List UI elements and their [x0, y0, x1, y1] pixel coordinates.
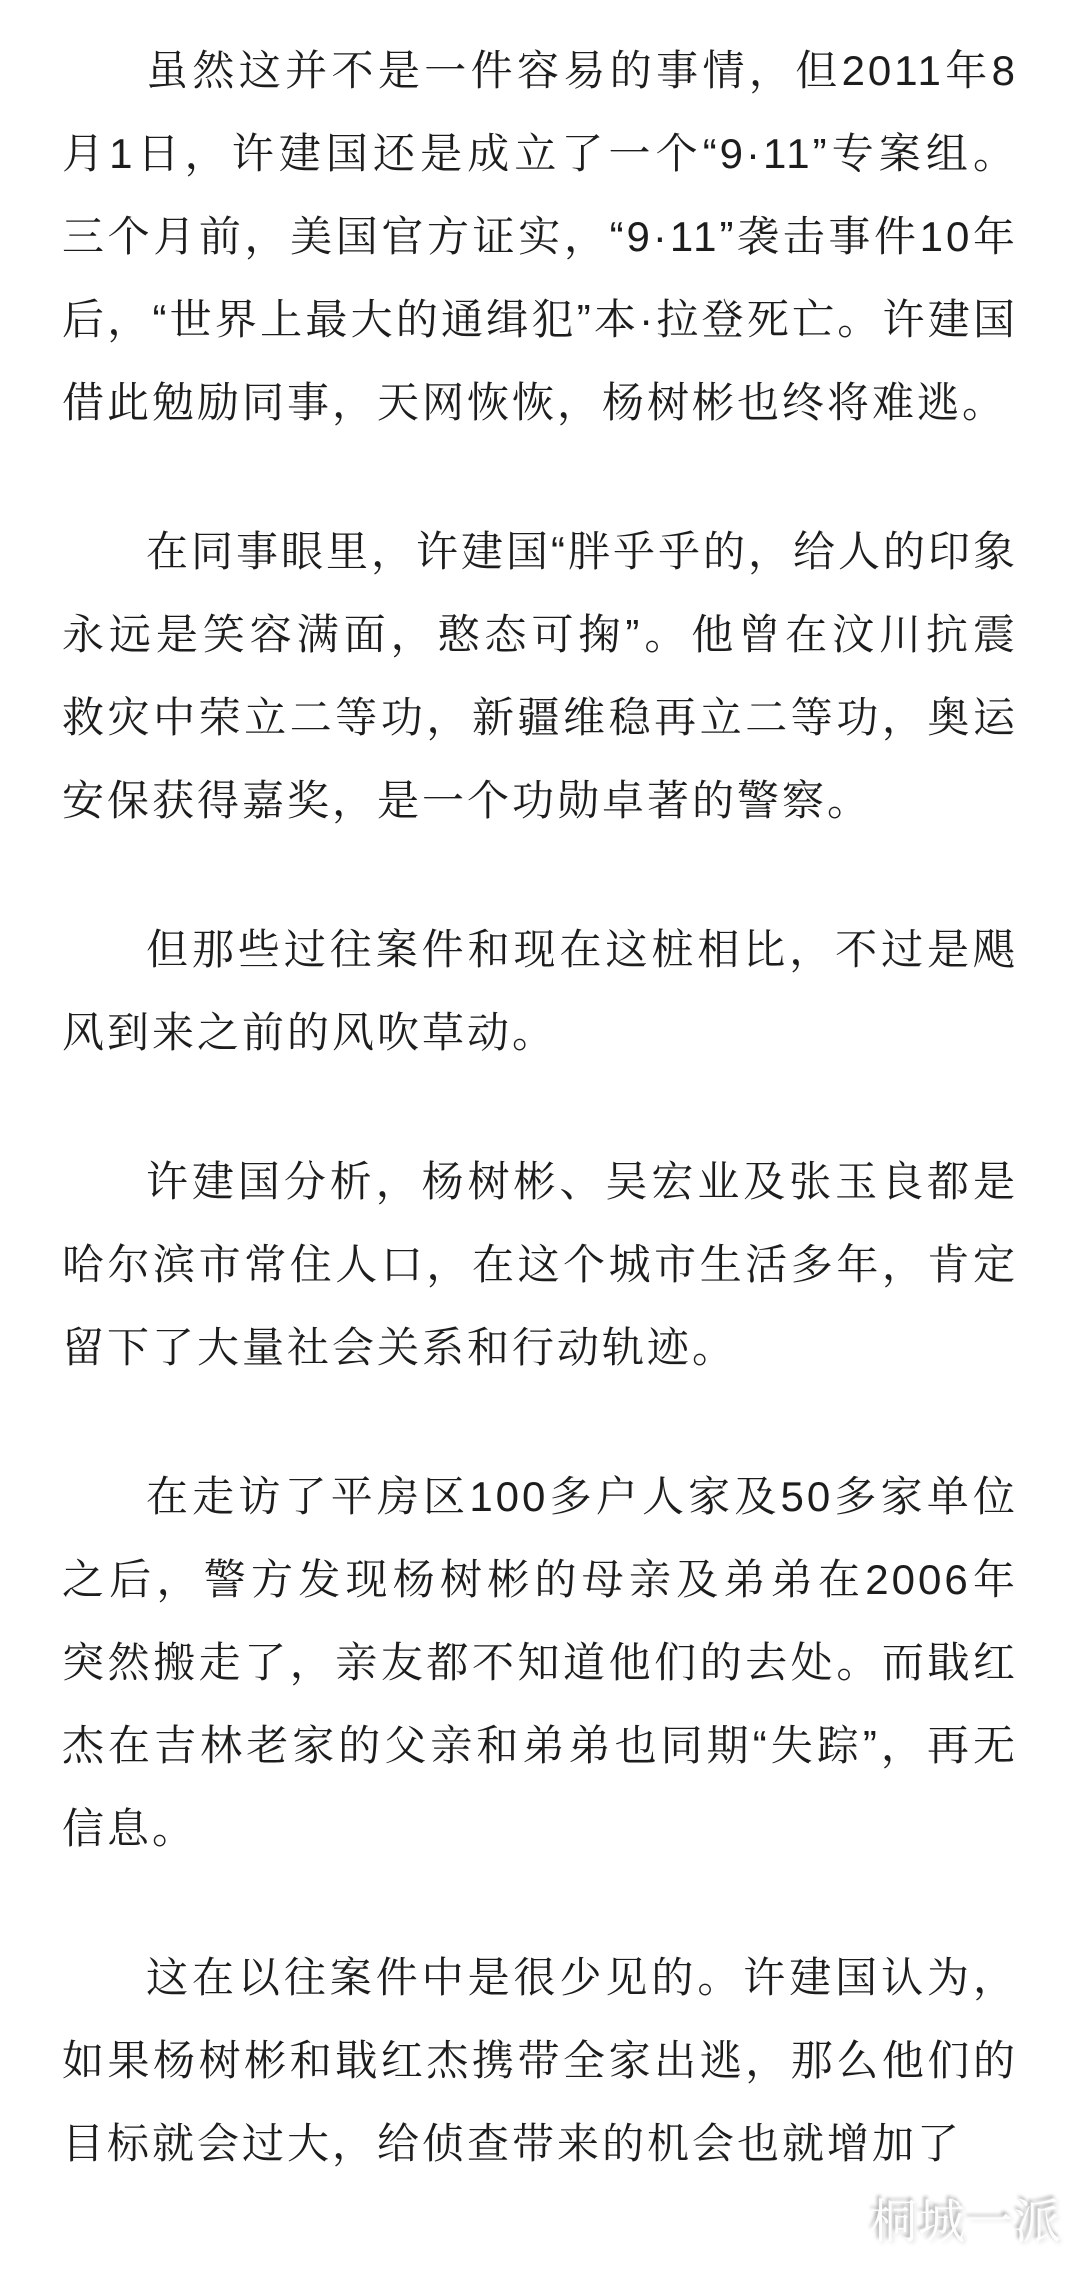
- paragraph: 许建国分析，杨树彬、吴宏业及张玉良都是哈尔滨市常住人口，在这个城市生活多年，肯定留下了大量社会关系和行动轨迹。: [62, 1158, 1018, 1371]
- paragraph: 在走访了平房区100多户人家及50多家单位之后，警方发现杨树彬的母亲及弟弟在2006年突然搬走了，亲友都不知道他们的去处。而戢红杰在吉林老家的父亲和弟弟也同期“失踪”，再无信息。: [62, 1473, 1018, 1852]
- paragraph: 虽然这并不是一件容易的事情，但2011年8月1日，许建国还是成立了一个“9·11”专案组。三个月前，美国官方证实，“9·11”袭击事件10年后，“世界上最大的通缉犯”本·拉登死亡。许建国借此勉励同事，天网恢恢，杨树彬也终将难逃。: [62, 47, 1018, 426]
- paragraph: 但那些过往案件和现在这桩相比，不过是飓风到来之前的风吹草动。: [62, 926, 1018, 1056]
- paragraph: 这在以往案件中是很少见的。许建国认为，如果杨树彬和戢红杰携带全家出逃，那么他们的目标就会过大，给侦查带来的机会也就增加了: [62, 1954, 1018, 2167]
- paragraph: 在同事眼里，许建国“胖乎乎的，给人的印象永远是笑容满面，憨态可掬”。他曾在汶川抗震救灾中荣立二等功，新疆维稳再立二等功，奥运安保获得嘉奖，是一个功勋卓著的警察。: [62, 528, 1018, 824]
- site-watermark: 桐城一派: [870, 2195, 1062, 2248]
